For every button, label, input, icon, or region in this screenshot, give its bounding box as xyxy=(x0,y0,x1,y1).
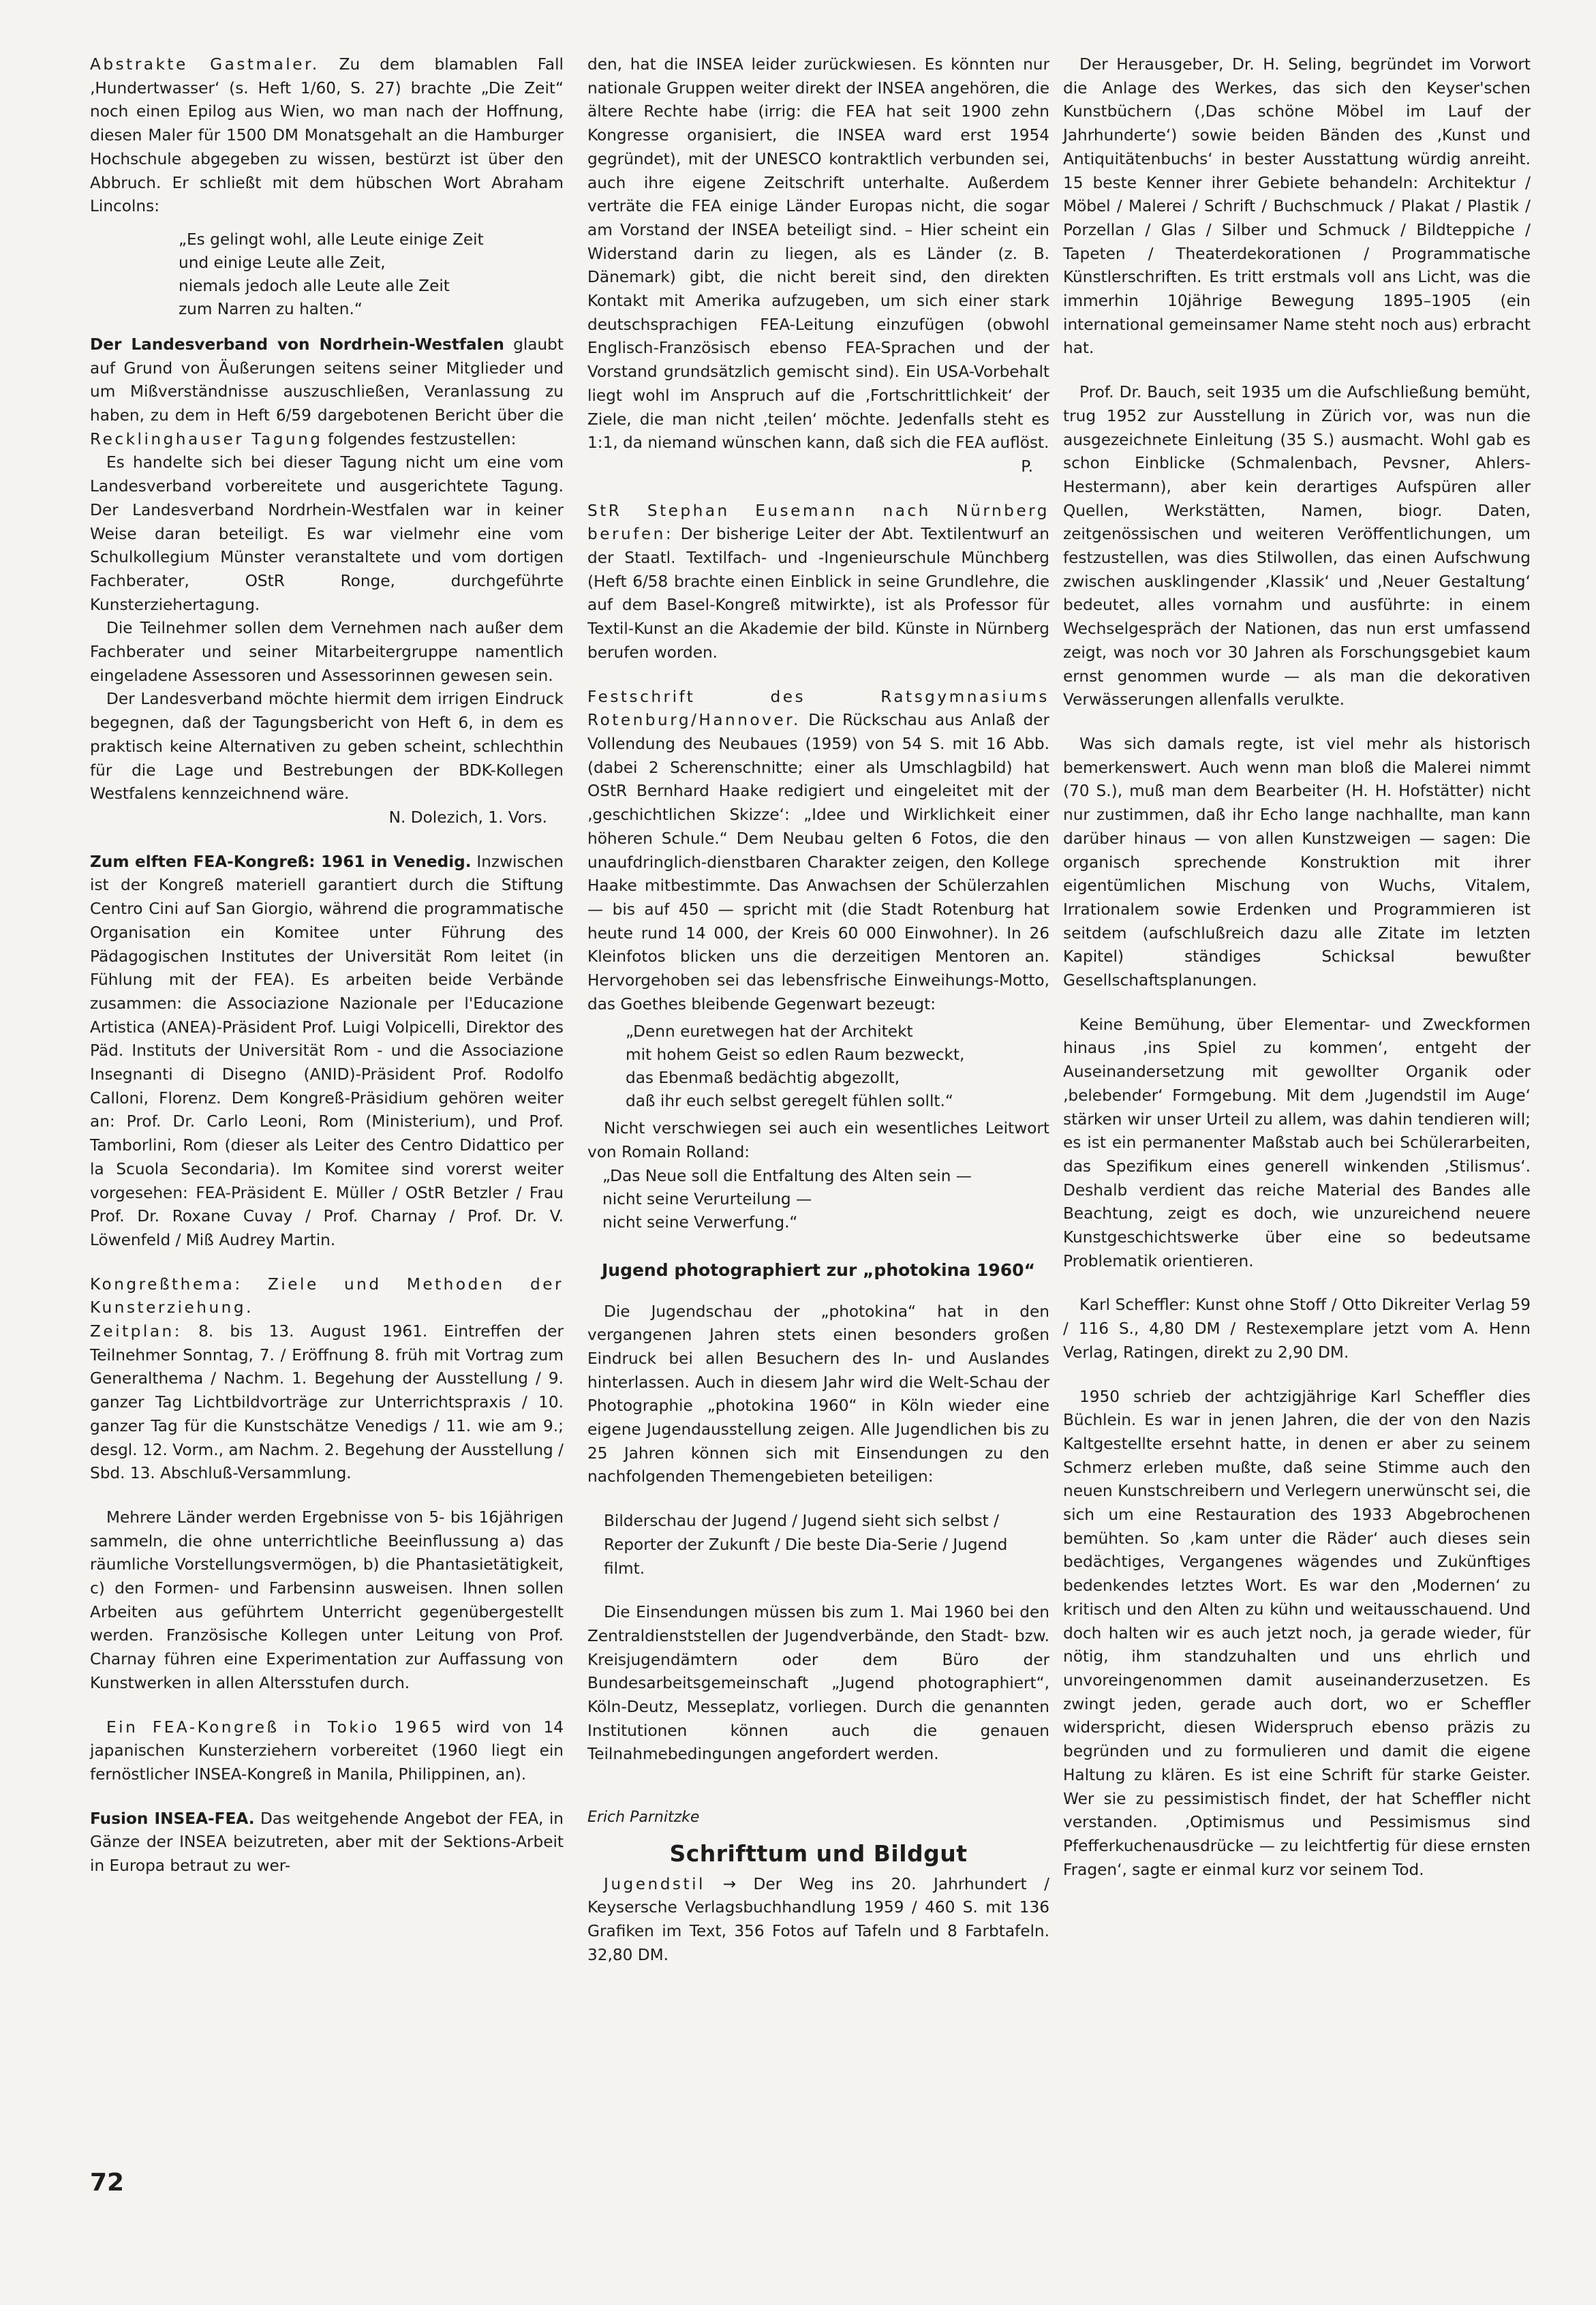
paragraph: Der Herausgeber, Dr. H. Seling, begründet im Vorwort die Anlage des Werkes, das sich den Keyser'schen Kunstbüchern (‚Das schöne Möbel im Lauf der Jahrhunderte‘) sowie beiden Bänden des ‚Kunst und Antiquitätenbuchs‘ in bester Ausstattung würdig anreiht. 15 beste Kenner ihrer Gebiete behandeln: Architektur / Möbel / Malerei / Schrift / Buchschmuck / Plakat / Plastik / Porzellan / Glas / Silber und Schmuck / Bildteppiche / Tapeten / Theaterdekorationen / Programmatische Künstlerschriften. Es tritt erstmals voll ans Licht, was die immerhin 10jährige Bewegung 1895–1905 (ein international gemeinsamer Name steht noch aus) erbracht hat. xyxy=(1063,55,1531,358)
paragraph xyxy=(587,500,1049,665)
quote-line: niemals jedoch alle Leute alle Zeit xyxy=(179,276,450,295)
paragraph xyxy=(90,1716,564,1787)
quote-line: nicht seine Verurteilung — xyxy=(602,1189,812,1208)
congress-theme: Kongreßthema: Ziele und Methoden der Kunsterziehung. xyxy=(90,1274,564,1317)
paragraph-lead: Jugendstil xyxy=(604,1874,705,1893)
paragraph-lead: StR Stephan Eusemann nach Nürnberg berufen: xyxy=(587,501,1049,544)
paragraph: Die Jugendschau der „photokina“ hat in den vergangenen Jahren stets einen besonders großen Eindruck bei allen Besuchern des In- und Auslandes hinterlassen. Auch in diesem Jahr wird die Welt-Schau der Photographie „photokina 1960“ in Köln wieder eine eigene Jugendausstellung zeigen. Alle Jugendlichen bis zu 25 Jahren können sich mit Einsendungen zu den nachfolgenden Themengebieten beteiligen: xyxy=(587,1302,1049,1486)
page-number: 72 xyxy=(90,2169,125,2197)
paragraph-text: Inzwischen ist der Kongreß materiell garantiert durch die Stiftung Centro Cini auf San Giorgio, während die programmatische Organisation ein Komitee unter Führung des Pädagogischen Institutes der Universität Rom leitet (in Fühlung mit der FEA). Es arbeiten beide Verbände zusammen: die Associazione Nazionale per l'Educazione Artistica (ANEA)-Präsident Prof. Luigi Volpicelli, Direktor des Päd. Instituts der Universität Rom - und die Associazione Insegnanti di Disegno (ANID)-Präsident Prof. Rodolfo Calloni, Florenz. Dem Kongreß-Präsidium gehören weiter an: Prof. Dr. Carlo Leoni, Rom (Ministerium), und Prof. Tamborlini, Rom (dieser als Leiter des Centro Didattico per la Scuola Secondaria). Im Komitee sind vorerst weiter vorgesehen: FEA-Präsident E. Müller / OStR Betzler / Frau Prof. Dr. Roxane Cuvay / Prof. Charnay / Prof. Dr. V. Löwenfeld / Miß Audrey Martin. xyxy=(90,852,564,1249)
paragraph: Es handelte sich bei dieser Tagung nicht um eine vom Landesverband vorbereitete und ausgerichtete Tagung. Der Landesverband Nordrhein-Westfalen war in keiner Weise daran beteiligt. Es war vielmehr eine vom Schulkollegium Münster veranstaltete und vom dortigen Fachberater, OStR Ronge, durchgeführte Kunsterziehertagung. xyxy=(90,453,564,614)
paragraph-text: glaubt auf Grund von Äußerungen seitens seiner Mitglieder und um Mißverständnisse auszuschließen, Veranlassung zu haben, zu dem in Heft 6/59 dargebotenen Bericht über die xyxy=(90,335,564,425)
paragraph: Die Einsendungen müssen bis zum 1. Mai 1960 bei den Zentraldienststellen der Jugendverbände, den Stadt- bzw. Kreisjugendämtern oder dem Büro der Bundesarbeitsgemeinschaft „Jugend photographiert“, Köln-Deutz, Messeplatz, vorliegen. Durch die genannten Institutionen können auch die genauen Teilnahmebedingungen angefordert werden. xyxy=(587,1603,1049,1764)
paragraph-lead: Zeitplan: xyxy=(90,1322,183,1341)
paragraph-text: Die Rückschau aus Anlaß der Vollendung des Neubaues (1959) von 54 S. mit 16 Abb. (dabei 2 Scherenschnitte; einer als Umschlagbild) hat OStR Bernhard Haake redigiert und eingeleitet mit der ‚geschichtlichen Skizze‘: „Idee und Wirklichkeit einer höheren Schule.“ Dem Neubau gelten 6 Fotos, die den unaufdringlich-dienstbaren Charakter zeigen, den Kollege Haake mitbestimmte. Das Anwachsen der Schülerzahlen — bis auf 450 — spricht mit (die Stadt Rotenburg hat heute rund 14 000, der Kreis 60 000 Einwohner). In 26 Kleinfotos blicken uns die derzeitigen Mentoren an. Hervorgehoben sei das lebensfrische Einweihungs-Motto, das Goethes bleibende Gegenwart bezeugt: xyxy=(587,711,1049,1013)
goethe-quote xyxy=(626,1020,1049,1113)
lincoln-quote xyxy=(179,228,564,321)
paragraph-lead: Der Landesverband von Nordrhein-Westfalen xyxy=(90,335,504,354)
quote-line: nicht seine Verwerfung.“ xyxy=(602,1212,798,1232)
quote-line: und einige Leute alle Zeit, xyxy=(179,253,386,272)
rolland-quote xyxy=(602,1165,1049,1234)
paragraph: Nicht verschwiegen sei auch ein wesentliches Leitwort von Romain Rolland: xyxy=(587,1119,1049,1162)
column-right xyxy=(1063,53,1531,1882)
paragraph xyxy=(90,333,564,452)
paragraph: den, hat die INSEA leider zurückwiesen. Es könnten nur nationale Gruppen weiter direkt der INSEA angehören, die ältere Rechte habe (irrig: die FEA hat seit 1900 zehn Kongresse organisiert, die INSEA ward erst 1954 gegründet), mit der UNESCO kontraktlich verbunden sei, auch ihre eigene Zeitschrift unterhalte. Außerdem verträte die FEA einige Länder Europas nicht, die sogar am Vorstand der INSEA beteiligt sind. – Hier scheint ein Widerstand darin zu liegen, als es Länder (z. B. Dänemark) gibt, die nicht bereit sind, den direkten Kontakt mit Amerika aufzugeben, um sich einer stark deutschsprachigen FEA-Leitung einzufügen (obwohl Englisch-Französisch ebenso FEA-Sprachen und der Vorstand grundsätzlich gemischt sind). Ein USA-Vorbehalt liegt wohl im Anspruch auf die ‚Fortschrittlichkeit‘ der Ziele, die man nicht ‚teilen‘ möchte. Jedenfalls steht es 1:1, da niemand wünschen kann, daß sich die FEA auflöst. xyxy=(587,55,1049,453)
paragraph xyxy=(587,686,1049,1017)
author-name: Erich Parnitzke xyxy=(587,1809,700,1827)
section-title: Schrifttum und Bildgut xyxy=(669,1840,968,1867)
paragraph-lead: Zum elften FEA-Kongreß: 1961 in Venedig. xyxy=(90,852,472,871)
signature: P. xyxy=(1021,457,1033,476)
quote-line: „Das Neue soll die Entfaltung des Alten sein — xyxy=(602,1166,972,1185)
paragraph-text: → Der Weg ins 20. Jahrhundert / Keysersche Verlagsbuchhandlung 1959 / 460 S. mit 136 Grafiken im Text, 356 Fotos auf Tafeln und 8 Farbtafeln. 32,80 DM. xyxy=(587,1874,1049,1964)
paragraph-text: folgendes festzustellen: xyxy=(327,429,517,448)
paragraph: Mehrere Länder werden Ergebnisse von 5- bis 16jährigen sammeln, die ohne unterrichtliche Beeinflussung a) das räumliche Vorstellungsvermögen, b) die Phantasietätigkeit, c) den Formen- und Farbensinn ausweisen. Ihnen sollen Arbeiten aus geführtem Unterricht gegenübergestellt werden. Französische Kollegen unter Leitung von Prof. Charnay führen eine Experimentation zur Auffassung von Kunstwerken in allen Altersstufen durch. xyxy=(90,1508,564,1692)
signature: N. Dolezich, 1. Vors. xyxy=(388,808,547,827)
paragraph-lead: Festschrift des Ratsgymnasiums Rotenburg/Hannover. xyxy=(587,687,1049,730)
paragraph-text: Der bisherige Leiter der Abt. Textilentwurf an der Staatl. Textilfach- und -Ingenieurschule Münchberg (Heft 6/58 brachte einen Einblick in seine Grundlehre, die auf dem Basel-Kongreß mitwirkte), ist als Professor für Textil-Kunst an die Akademie der bild. Künste in Nürnberg berufen worden. xyxy=(587,525,1049,662)
quote-line: daß ihr euch selbst geregelt fühlen sollt.“ xyxy=(626,1092,953,1111)
paragraph: Keine Bemühung, über Elementar- und Zweckformen hinaus ‚ins Spiel zu kommen‘, entgeht der Auseinandersetzung mit gewollter Organik oder ‚belebender‘ Formgebung. Mit dem ‚Jugendstil im Auge‘ stärken wir unser Urteil zu allem, was dahin tendieren will; es ist ein permanenter Maßstab auch bei Schülerarbeiten, das Spezifikum eines generell winkenden ‚Stilismus‘. Deshalb verdient das reiche Material des Bandes alle Beachtung, zeigt es doch, wie unzureichend neuere Kunstgeschichtswerke über eine so bedeutsame Problematik orientieren. xyxy=(1063,1015,1531,1270)
paragraph-text: 8. bis 13. August 1961. Eintreffen der Teilnehmer Sonntag, 7. / Eröffnung 8. früh mit Vortrag zum Generalthema / Nachm. 1. Begehung der Ausstellung / 9. ganzer Tag Lichtbildvorträge zur Unterrichtspraxis / 10. ganzer Tag für die Kunstschätze Venedigs / 11. wie am 9.; desgl. 12. Vorm., am Nachm. 2. Begehung der Ausstellung / Sbd. 13. Abschluß-Versammlung. xyxy=(90,1322,564,1483)
quote-line: das Ebenmaß bedächtig abgezollt, xyxy=(626,1069,900,1088)
paragraph xyxy=(90,1320,564,1486)
paragraph: Prof. Dr. Bauch, seit 1935 um die Aufschließung bemüht, trug 1952 zur Ausstellung in Zürich vor, was nun die ausgezeichnete Einleitung (35 S.) ausmacht. Wohl gab es schon Einblicke (Schmalenbach, Pevsner, Ahlers-Hestermann), aber kein derartiges Aufspüren aller Quellen, Werkstätten, Namen, biogr. Daten, zeitgenössischen und weiteren Veröffentlichungen, um festzustellen, was dies Stilwollen, das einen Aufschwung zwischen ausklingender ‚Klassik‘ und ‚Neuer Gestaltung‘ bedeutet, alles vornahm und ausführte: in einem Wechselgespräch der Nationen, das nun erst umfassend zeigt, was noch vor 30 Jahren als Forschungsgebiet kaum ernst genommen wurde — als man die dekorativen Verwässerungen allenfalls verulkte. xyxy=(1063,383,1531,709)
theme-list: Bilderschau der Jugend / Jugend sieht sich selbst / Reporter der Zukunft / Die beste Dia-Serie / Jugend filmt. xyxy=(604,1512,1008,1578)
spaced-text: Recklinghauser Tagung xyxy=(90,429,323,448)
quote-line: mit hohem Geist so edlen Raum bezweckt, xyxy=(626,1045,965,1065)
paragraph-lead: Fusion INSEA-FEA. xyxy=(90,1809,255,1828)
paragraph xyxy=(90,53,564,219)
paragraph-lead: Ein FEA-Kongreß in Tokio 1965 xyxy=(106,1718,444,1737)
paragraph: 1950 schrieb der achtzigjährige Karl Scheffler dies Büchlein. Es war in jenen Jahren, die der von den Nazis Kaltgestellte ersehnt hatte, in denen er aber zu seinem Schmerz erleben mußte, daß seine Stimme auch den neuen Kunstschreibern und Verlegern unerwünscht sei, die sich um eine Restauration des 1933 Abgebrochenen bemühten. So ‚kam unter die Räder‘ auch dieses sein bedächtiges, Vergangenes wägendes und Zukünftiges bedenkendes letztes Wort. Es war den ‚Modernen‘ zu kritisch und den Alten zu kühn und weitausschauend. Und doch halten wir es auch jetzt noch, ja gerade wieder, für nötig, ihm standzuhalten und uns ehrlich und unvoreingenommen damit auseinanderzusetzen. Es zwingt jeden, gerade auch dort, wo er Scheffler widerspricht, diesen Widerspruch ebenso präzis zu begründen und zu formulieren und damit die eigene Haltung zu klären. Es ist eine Schrift für starke Geister. Wer sie zu pessimistisch findet, der hat Scheffler nicht verstanden. ‚Optimismus und Pessimismus sind Pfefferkuchenausdrücke — zu leichtfertig für diese ernsten Fragen‘, sagte er einmal kurz vor seinem Tod. xyxy=(1063,1387,1531,1879)
paragraph xyxy=(90,851,564,1253)
paragraph-lead: Abstrakte Gastmaler. xyxy=(90,55,320,74)
paragraph: Was sich damals regte, ist viel mehr als historisch bemerkenswert. Auch wenn man bloß die Malerei nimmt (70 S.), muß man dem Bearbeiter (H. H. Hofstätter) nicht nur zustimmen, daß ihr Echo lange nachhallte, man kann darüber hinaus — von allen Kunstzweigen — sagen: Die organisch sprechende Konstruktion mit ihrer eigentümlichen Mischung von Wuchs, Vitalem, Irrationalem sowie Erdenken und Programmieren ist seitdem (aufschlußreich dazu alle Zitate im letzten Kapitel) ständiges Schicksal bewußter Gesellschaftsplanungen. xyxy=(1063,734,1531,990)
column-left xyxy=(90,53,564,1878)
quote-line: zum Narren zu halten.“ xyxy=(179,299,363,318)
paragraph-text: Das weitgehende Angebot der FEA, in Gänze der INSEA beizutreten, aber mit der Sektions-Arbeit in Europa betraut zu wer- xyxy=(90,1809,564,1876)
paragraph xyxy=(90,1807,564,1878)
paragraph-text: Zu dem blamablen Fall ‚Hundertwasser‘ (s. Heft 1/60, S. 27) brachte „Die Zeit“ noch einen Epilog aus Wien, wo man nach der Hoffnung, diesen Maler für 1500 DM Monatsgehalt an die Hamburger Hochschule abgegeben zu wissen, bestürzt ist über den Abbruch. Er schließt mit dem hübschen Wort Abraham Lincolns: xyxy=(90,55,564,216)
quote-line: „Es gelingt wohl, alle Leute einige Zeit xyxy=(179,230,484,249)
quote-line: „Denn euretwegen hat der Architekt xyxy=(626,1022,913,1041)
paragraph: Der Landesverband möchte hiermit dem irrigen Eindruck begegnen, daß der Tagungsbericht von Heft 6, in dem es praktisch keine Alternativen zu geben scheint, schlechthin für die Lage und Bestrebungen der BDK-Kollegen Westfalens kennzeichnend wäre. xyxy=(90,690,564,804)
paragraph-text: wird von 14 japanischen Kunsterziehern vorbereitet (1960 liegt ein fernöstlicher INSEA-Kongreß in Manila, Philippinen, an). xyxy=(90,1718,564,1784)
paragraph xyxy=(587,1873,1049,1968)
column-middle xyxy=(587,53,1049,1967)
section-heading: Jugend photographiert zur „photokina 1960“ xyxy=(601,1260,1036,1280)
paragraph: Die Teilnehmer sollen dem Vernehmen nach außer dem Fachberater und seiner Mitarbeitergruppe namentlich eingeladene Assessoren und Assessorinnen gewesen sein. xyxy=(90,619,564,685)
book-reference: Karl Scheffler: Kunst ohne Stoff / Otto Dikreiter Verlag 59 / 116 S., 4,80 DM / Restexemplare jetzt vom A. Henn Verlag, Ratingen, direkt zu 2,90 DM. xyxy=(1063,1296,1531,1362)
